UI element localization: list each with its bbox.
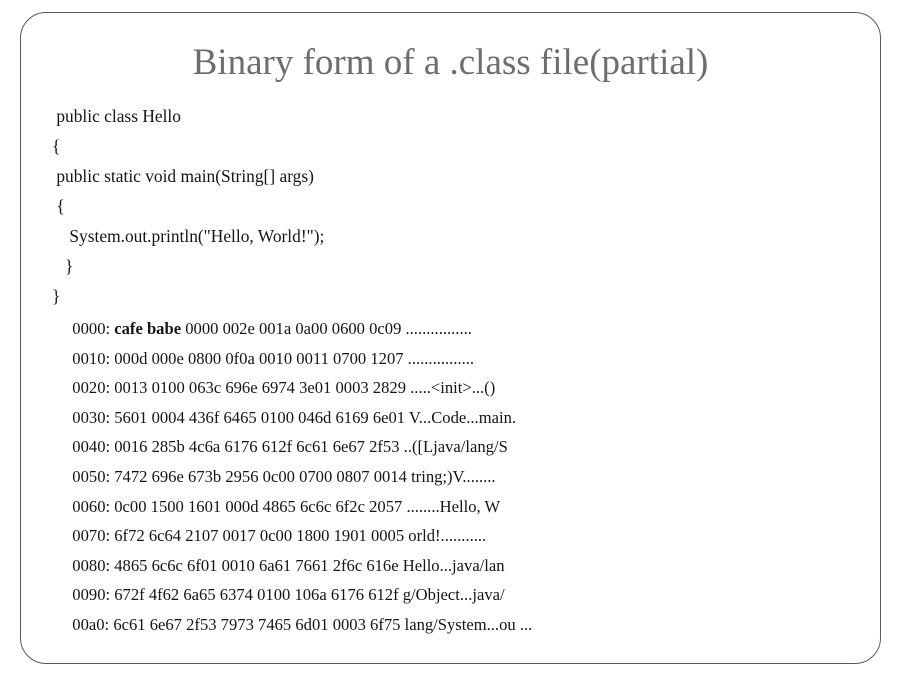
hex-bytes-and-ascii: 0013 0100 063c 696e 6974 3e01 0003 2829 .....<init>...() <box>114 378 496 398</box>
hex-offset: 0030: <box>64 407 115 427</box>
code-line: public static void main(String[] args) <box>52 166 314 186</box>
code-line: } <box>52 286 61 306</box>
hex-dump-row <box>64 373 880 403</box>
code-line: { <box>52 136 61 156</box>
hex-dump-row <box>64 462 880 492</box>
hex-dump-row <box>64 403 880 433</box>
hex-dump-row <box>64 432 880 462</box>
hex-dump-row <box>64 344 880 374</box>
hex-offset: 0080: <box>64 555 115 575</box>
hex-bytes-and-ascii: 5601 0004 436f 6465 0100 046d 6169 6e01 V...Code...main. <box>114 407 517 427</box>
hex-bytes-and-ascii: 6f72 6c64 2107 0017 0c00 1800 1901 0005 orld!........... <box>114 526 487 546</box>
hex-dump-row <box>64 314 880 344</box>
hex-dump-row <box>64 521 880 551</box>
hex-dump-row <box>64 610 880 640</box>
hex-bytes-and-ascii: 0c00 1500 1601 000d 4865 6c6c 6f2c 2057 ........Hello, W <box>114 496 501 516</box>
code-line: { <box>52 196 65 216</box>
hex-magic-number: cafe babe <box>114 319 182 338</box>
hex-offset: 0060: <box>64 496 115 516</box>
hex-offset: 00a0: <box>64 614 114 634</box>
hex-bytes-and-ascii: 672f 4f62 6a65 6374 0100 106a 6176 612f g/Object...java/ <box>114 585 505 605</box>
hex-offset: 0010: <box>64 348 115 368</box>
hex-dump-row <box>64 551 880 581</box>
hex-offset: 0000: <box>64 319 115 338</box>
hex-offset: 0090: <box>64 585 115 605</box>
hex-bytes-and-ascii: 000d 000e 0800 0f0a 0010 0011 0700 1207 ................ <box>114 348 475 368</box>
page-title: Binary form of a .class file(partial) <box>192 42 709 83</box>
code-line: public class Hello <box>52 106 181 126</box>
hex-offset: 0050: <box>64 466 115 486</box>
hex-offset: 0040: <box>64 437 115 457</box>
slide-frame <box>20 12 881 664</box>
hex-offset: 0020: <box>64 378 115 398</box>
hex-bytes-and-ascii: 0000 002e 001a 0a00 0600 0c09 ................ <box>181 319 472 338</box>
hex-bytes-and-ascii: 7472 696e 673b 2956 0c00 0700 0807 0014 tring;)V........ <box>114 466 496 486</box>
hex-offset: 0070: <box>64 526 115 546</box>
hex-bytes-and-ascii: 0016 285b 4c6a 6176 612f 6c61 6e67 2f53 ..([Ljava/lang/S <box>114 437 508 457</box>
code-line: System.out.println("Hello, World!"); <box>52 226 325 246</box>
java-source-code-block <box>21 101 880 311</box>
hex-dump-block <box>21 311 880 640</box>
hex-bytes-and-ascii: 6c61 6e67 2f53 7973 7465 6d01 0003 6f75 lang/System...ou ... <box>113 614 533 634</box>
code-line: } <box>52 256 74 276</box>
hex-dump-row <box>64 580 880 610</box>
hex-dump-row <box>64 492 880 522</box>
slide-body <box>21 101 880 640</box>
hex-bytes-and-ascii: 4865 6c6c 6f01 0010 6a61 7661 2f6c 616e Hello...java/lan <box>114 555 505 575</box>
